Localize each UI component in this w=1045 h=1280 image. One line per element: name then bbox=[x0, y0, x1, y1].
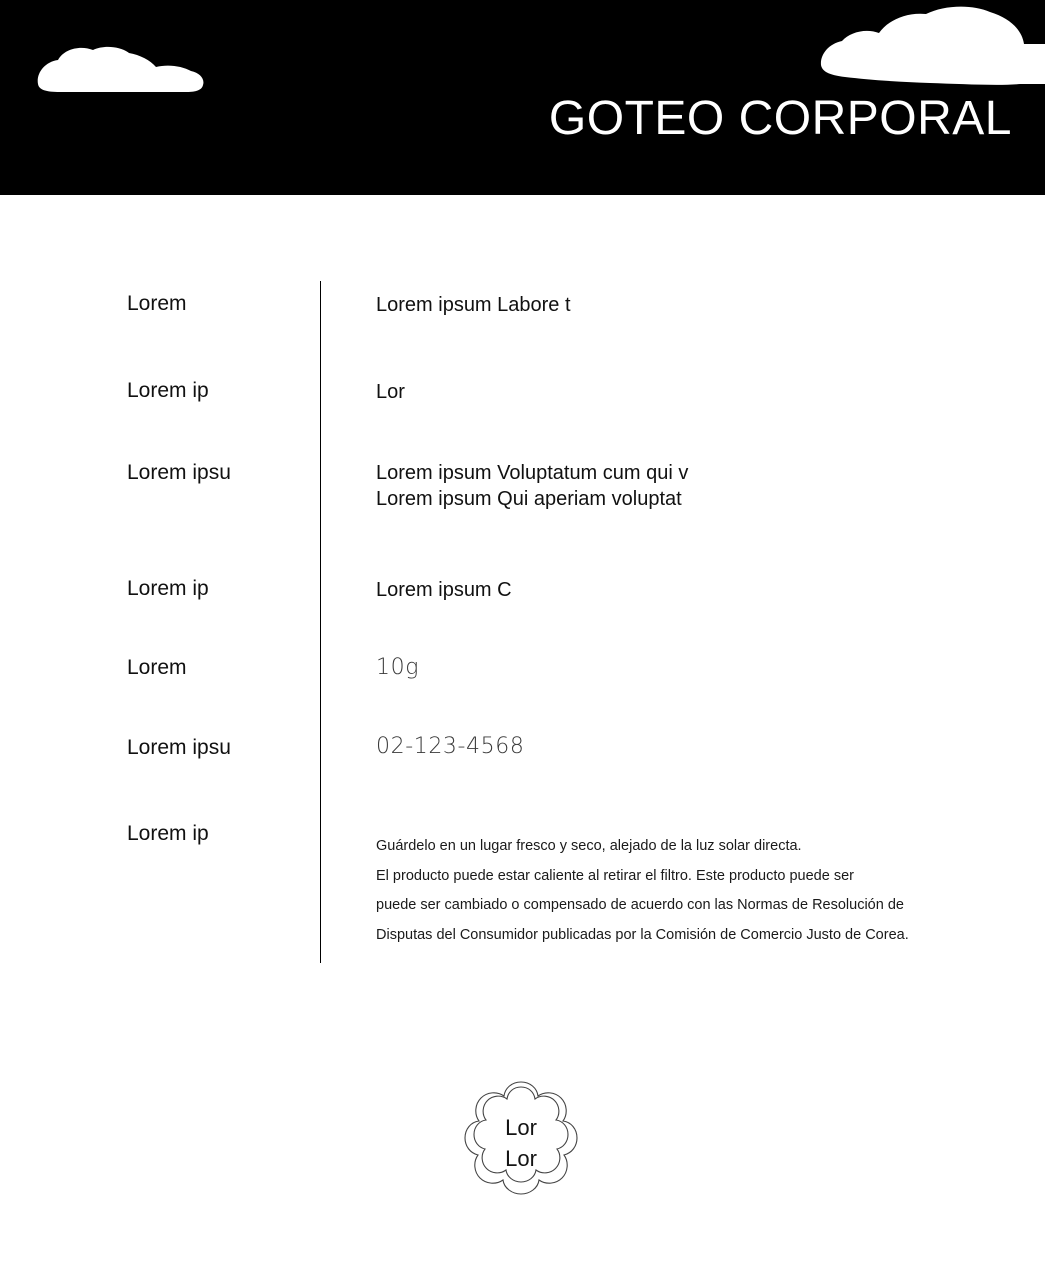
spec-value-row-6-phone: 02-123-4568 bbox=[376, 734, 525, 759]
spec-label-row-7: Lorem ip bbox=[127, 822, 209, 845]
spec-label-row-1: Lorem bbox=[127, 292, 187, 315]
note-line-4: Disputas del Consumidor publicadas por la Comisión de Comercio Justo de Corea. bbox=[376, 927, 909, 944]
cloud-shape-left bbox=[38, 47, 204, 92]
seal-badge-line-2: Lor bbox=[505, 1145, 537, 1171]
note-line-3: puede ser cambiado o compensado de acuerdo con las Normas de Resolución de bbox=[376, 897, 904, 914]
header-banner bbox=[0, 0, 1045, 195]
spec-notes-paragraph bbox=[376, 832, 1001, 951]
spec-value-row-3-line-1: Lorem ipsum Voluptatum cum qui v bbox=[376, 462, 689, 484]
spec-value-row-2: Lor bbox=[376, 381, 405, 403]
spec-label-row-3: Lorem ipsu bbox=[127, 461, 231, 484]
spec-label-row-2: Lorem ip bbox=[127, 379, 209, 402]
page-title: GOTEO CORPORAL bbox=[548, 92, 1012, 145]
seal-badge-text bbox=[456, 1078, 586, 1208]
seal-badge-line-1: Lor bbox=[505, 1115, 537, 1141]
spec-column-divider bbox=[320, 281, 321, 963]
spec-value-row-1: Lorem ipsum Labore t bbox=[376, 294, 571, 316]
spec-value-row-5-weight: 10g bbox=[376, 655, 419, 680]
note-line-2: El producto puede estar caliente al retirar el filtro. Este producto puede ser bbox=[376, 867, 854, 884]
spec-value-row-4: Lorem ipsum C bbox=[376, 579, 512, 601]
spec-value-row-3 bbox=[376, 460, 688, 513]
seal-badge bbox=[456, 1078, 586, 1208]
spec-value-row-3-line-2: Lorem ipsum Qui aperiam voluptat bbox=[376, 488, 682, 511]
spec-label-row-4: Lorem ip bbox=[127, 577, 209, 600]
note-line-1: Guárdelo en un lugar fresco y seco, alejado de la luz solar directa. bbox=[376, 838, 802, 854]
spec-label-row-5: Lorem bbox=[127, 656, 187, 679]
cloud-shape-right bbox=[821, 7, 1045, 85]
spec-label-row-6: Lorem ipsu bbox=[127, 736, 231, 759]
